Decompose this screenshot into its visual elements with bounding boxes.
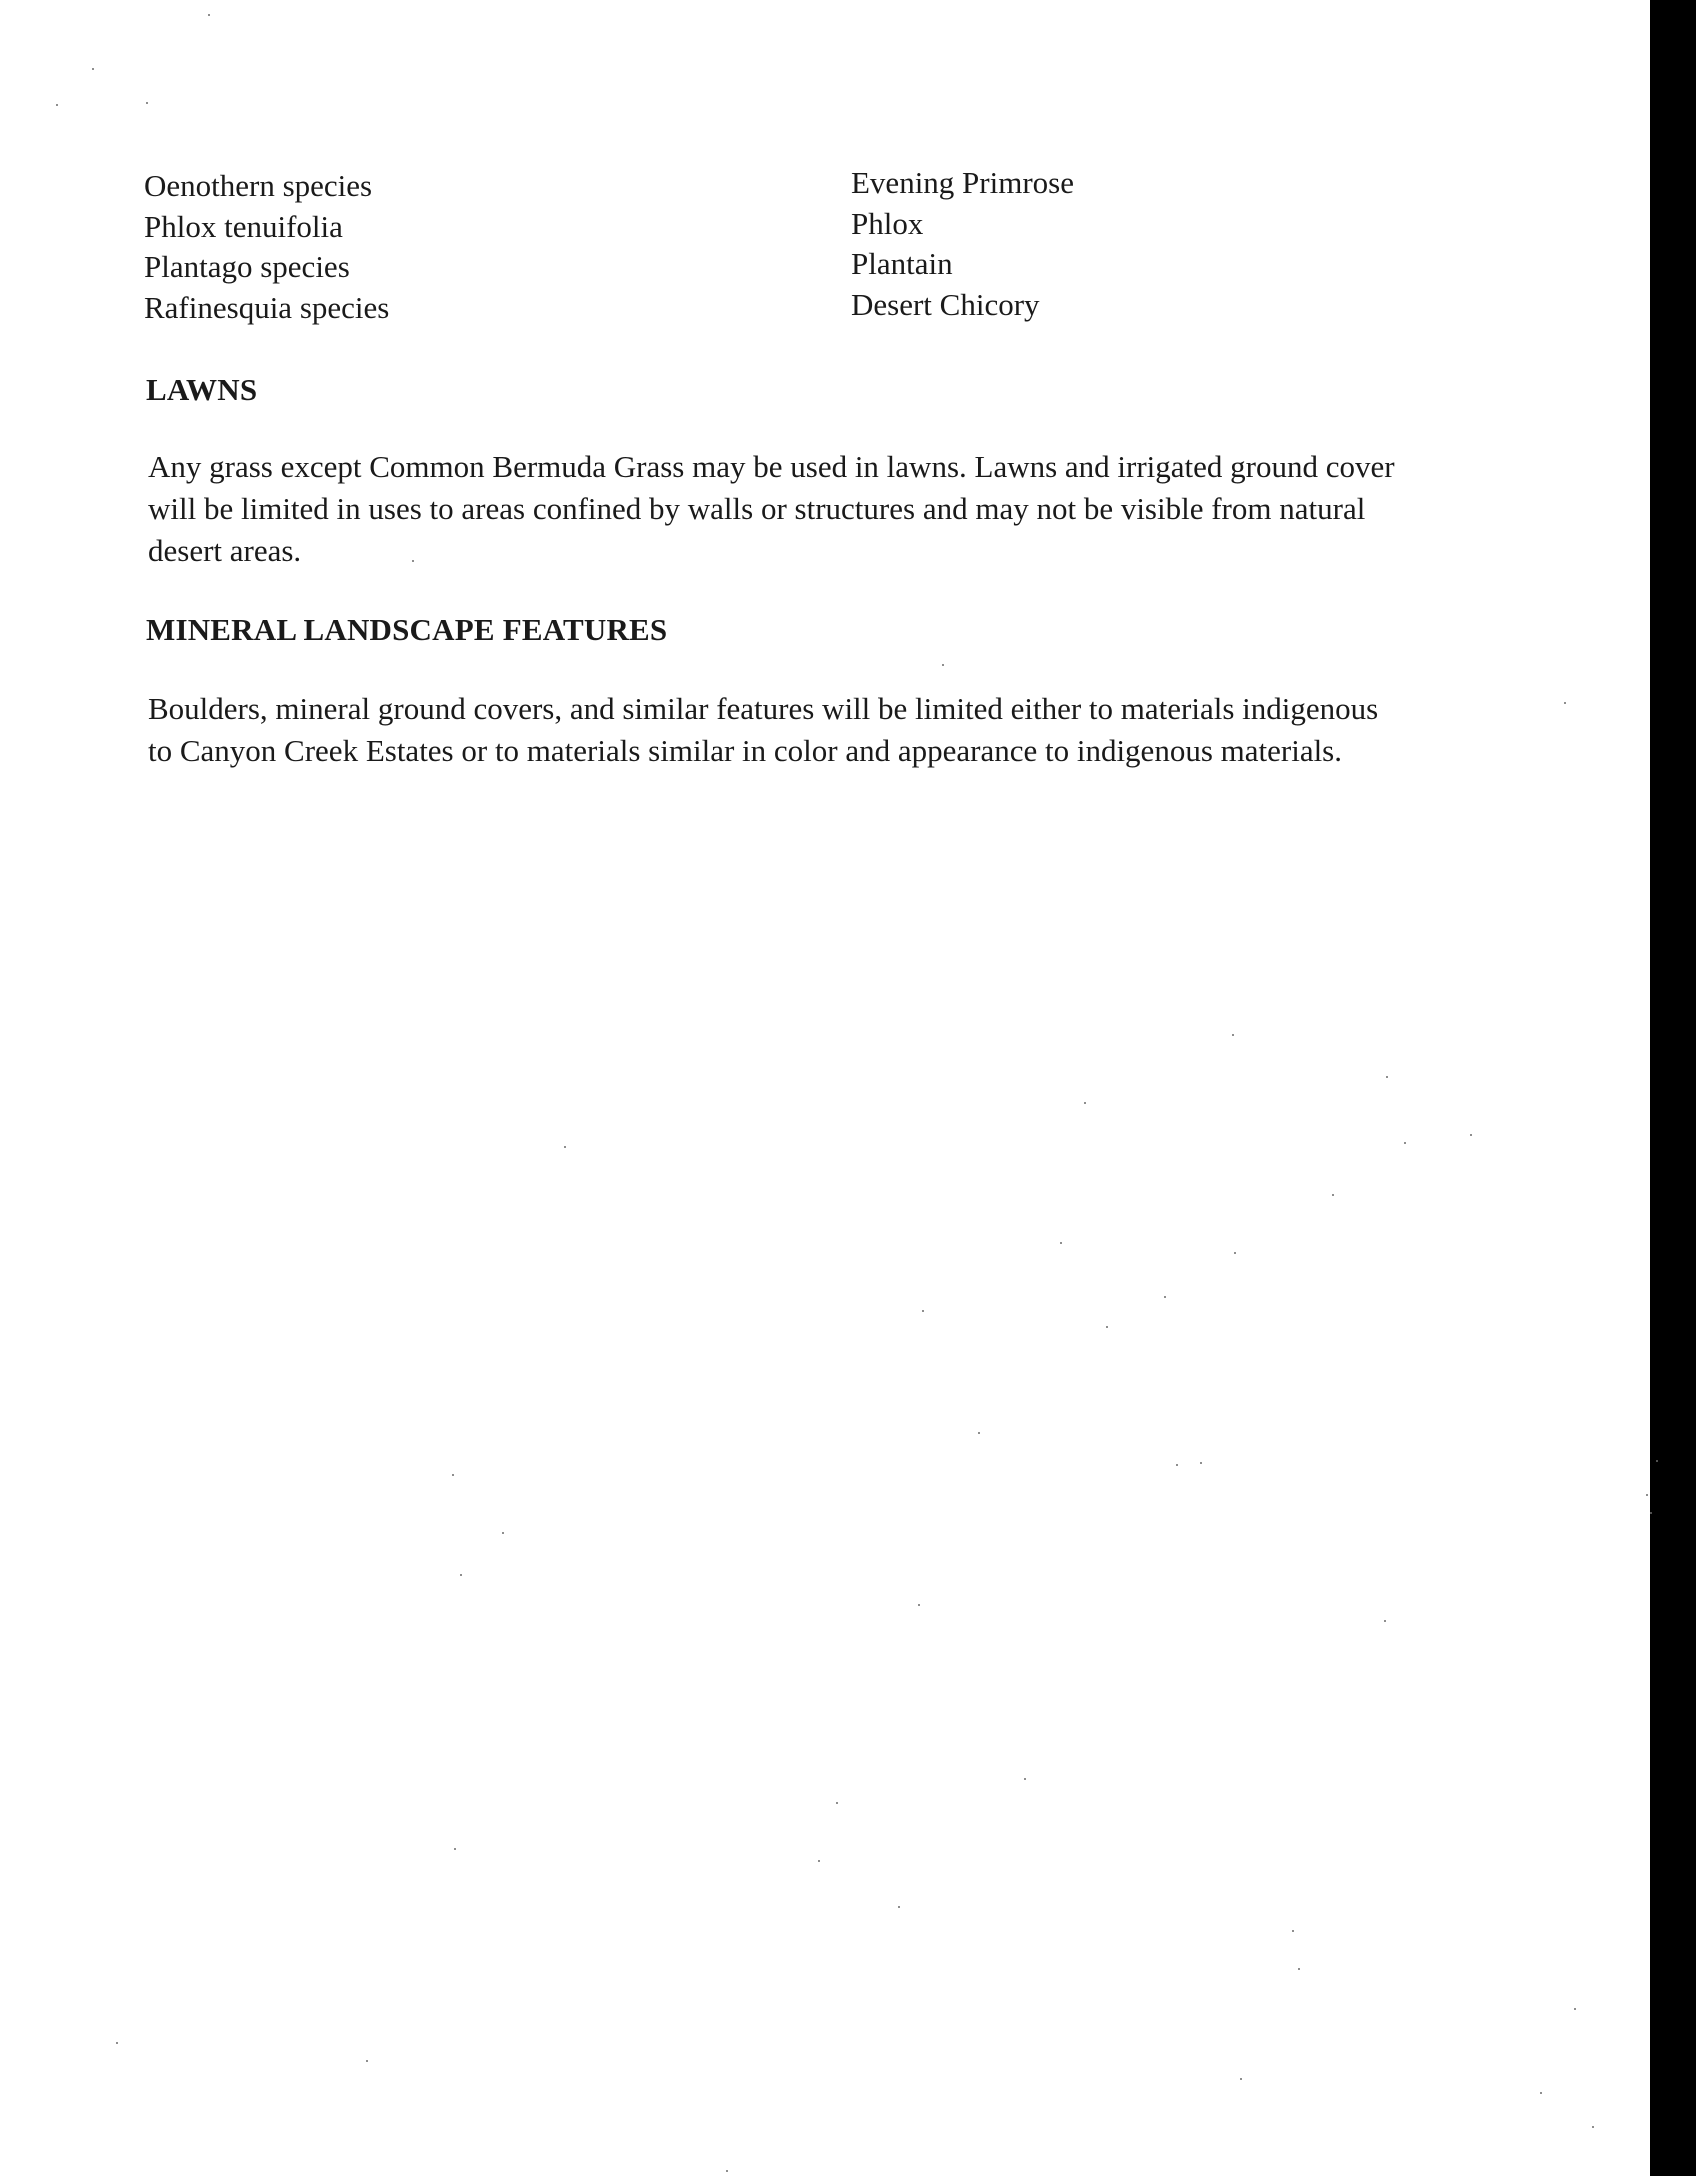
paragraph-line: Any grass except Common Bermuda Grass may be used in lawns. Lawns and irrigated ground cover <box>148 449 1395 484</box>
scan-speck <box>1176 1464 1178 1466</box>
scan-dark-edge <box>1650 0 1696 2176</box>
scan-speck <box>1384 1620 1386 1622</box>
scan-speck <box>1656 1460 1658 1462</box>
scan-speck <box>1574 2008 1576 2010</box>
scan-speck <box>208 14 210 16</box>
plant-row <box>144 288 1144 329</box>
common-name: Evening Primrose <box>851 165 1074 200</box>
scan-speck <box>460 1574 462 1576</box>
scan-speck <box>366 2060 368 2062</box>
scan-speck <box>1564 702 1566 704</box>
scan-speck <box>1386 1076 1388 1078</box>
scan-speck <box>1024 1778 1026 1780</box>
scan-speck <box>1470 1134 1472 1136</box>
scan-speck <box>1234 1252 1236 1254</box>
scan-speck <box>1650 1512 1652 1514</box>
paragraph-line: desert areas. <box>148 533 302 568</box>
paragraph-line: will be limited in uses to areas confined by walls or structures and may not be visible from natural <box>148 491 1366 526</box>
scan-speck <box>1298 1968 1300 1970</box>
mineral-heading: MINERAL LANDSCAPE FEATURES <box>146 612 668 647</box>
scan-speck <box>1106 1326 1108 1328</box>
botanical-name: Phlox tenuifolia <box>144 208 343 244</box>
scan-speck <box>1200 1462 1202 1464</box>
botanical-name: Oenothern species <box>144 168 373 203</box>
scan-speck <box>454 1848 456 1850</box>
scan-speck <box>56 104 58 106</box>
plant-row <box>144 247 1144 288</box>
scan-speck <box>452 1474 454 1476</box>
scan-speck <box>1292 1930 1294 1932</box>
paragraph-line: Boulders, mineral ground covers, and similar features will be limited either to materials indigenous <box>148 691 1379 726</box>
paragraph-line: to Canyon Creek Estates or to materials similar in color and appearance to indigenous materials. <box>148 733 1342 768</box>
scan-speck <box>1540 2092 1542 2094</box>
botanical-name: Rafinesquia species <box>144 289 390 325</box>
plant-list <box>144 166 1144 328</box>
scan-speck <box>146 102 148 104</box>
scan-speck <box>918 1604 920 1606</box>
scan-speck <box>978 1432 980 1434</box>
scan-speck <box>1332 1194 1334 1196</box>
common-name: Plantain <box>851 246 953 281</box>
scan-speck <box>1164 1296 1166 1298</box>
scan-speck <box>1084 1102 1086 1104</box>
common-name: Desert Chicory <box>851 286 1040 322</box>
scan-speck <box>92 68 94 70</box>
plant-row <box>144 166 1144 207</box>
lawns-heading: LAWNS <box>146 372 258 407</box>
lawns-paragraph <box>148 446 1478 572</box>
scan-speck <box>836 1802 838 1804</box>
scan-speck <box>1240 2078 1242 2080</box>
scan-speck <box>116 2042 118 2044</box>
scan-speck <box>1404 1142 1406 1144</box>
scan-speck <box>1592 2126 1594 2128</box>
scan-speck <box>502 1532 504 1534</box>
scan-speck <box>922 1310 924 1312</box>
scan-speck <box>1646 1494 1648 1496</box>
plant-row <box>144 207 1144 248</box>
scan-speck <box>1060 1242 1062 1244</box>
mineral-paragraph <box>148 688 1478 772</box>
scan-speck <box>898 1906 900 1908</box>
scan-speck <box>726 2170 728 2172</box>
scan-speck <box>818 1860 820 1862</box>
common-name: Phlox <box>851 205 924 241</box>
scan-speck <box>412 560 414 562</box>
scan-speck <box>942 664 944 666</box>
botanical-name: Plantago species <box>144 249 350 284</box>
scan-speck <box>564 1146 566 1148</box>
scan-speck <box>1232 1034 1234 1036</box>
